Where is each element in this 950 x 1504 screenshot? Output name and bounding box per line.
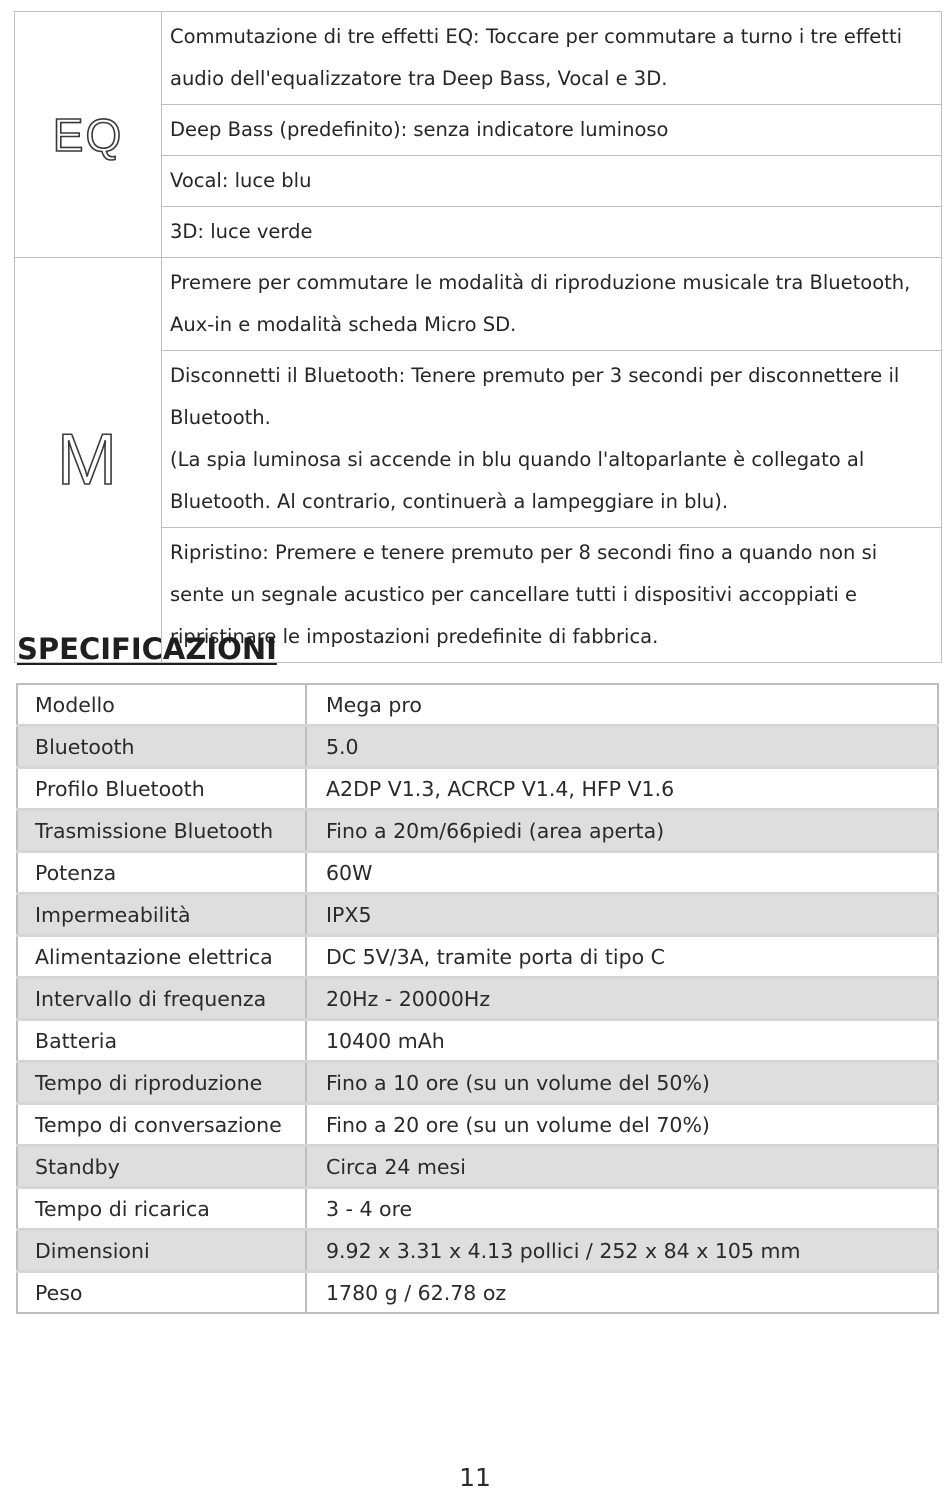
spec-row <box>17 1062 938 1104</box>
eq-row <box>15 12 942 105</box>
spec-row <box>17 1272 938 1314</box>
spec-value: 5.0 <box>306 726 938 768</box>
spec-label: Impermeabilità <box>17 894 306 936</box>
spec-label: Tempo di conversazione <box>17 1104 306 1146</box>
spec-label: Peso <box>17 1272 306 1314</box>
spec-row <box>17 978 938 1020</box>
spec-row <box>17 1020 938 1062</box>
spec-label: Alimentazione elettrica <box>17 936 306 978</box>
eq-deep-bass: Deep Bass (predefinito): senza indicatore luminoso <box>162 105 942 156</box>
spec-row <box>17 1230 938 1272</box>
spec-value: Mega pro <box>306 684 938 726</box>
spec-label: Potenza <box>17 852 306 894</box>
spec-row <box>17 1188 938 1230</box>
specs-heading: SPECIFICAZIONI <box>17 632 277 666</box>
spec-label: Standby <box>17 1146 306 1188</box>
spec-label: Batteria <box>17 1020 306 1062</box>
spec-value: Fino a 20m/66piedi (area aperta) <box>306 810 938 852</box>
spec-label: Tempo di ricarica <box>17 1188 306 1230</box>
eq-3d: 3D: luce verde <box>162 207 942 258</box>
eq-button-icon: EQ <box>52 108 124 161</box>
spec-row <box>17 936 938 978</box>
eq-description: Commutazione di tre effetti EQ: Toccare per commutare a turno i tre effetti audio dell'equalizzatore tra Deep Bass, Vocal e 3D. <box>162 12 942 105</box>
spec-value: DC 5V/3A, tramite porta di tipo C <box>306 936 938 978</box>
mode-disconnect-note: (La spia luminosa si accende in blu quando l'altoparlante è collegato al Bluetooth. Al contrario, continuerà a lampeggiare in blu). <box>170 448 865 513</box>
spec-row <box>17 1104 938 1146</box>
spec-label: Bluetooth <box>17 726 306 768</box>
spec-value: IPX5 <box>306 894 938 936</box>
spec-label: Intervallo di frequenza <box>17 978 306 1020</box>
spec-row <box>17 768 938 810</box>
mode-row <box>15 258 942 351</box>
spec-value: Circa 24 mesi <box>306 1146 938 1188</box>
controls-table <box>14 11 942 663</box>
spec-value: 60W <box>306 852 938 894</box>
spec-value: 10400 mAh <box>306 1020 938 1062</box>
eq-vocal: Vocal: luce blu <box>162 156 942 207</box>
spec-row <box>17 810 938 852</box>
eq-icon-cell <box>15 12 162 258</box>
spec-value: Fino a 20 ore (su un volume del 70%) <box>306 1104 938 1146</box>
spec-value: Fino a 10 ore (su un volume del 50%) <box>306 1062 938 1104</box>
spec-label: Modello <box>17 684 306 726</box>
spec-row <box>17 894 938 936</box>
spec-label: Dimensioni <box>17 1230 306 1272</box>
spec-value: 20Hz - 20000Hz <box>306 978 938 1020</box>
spec-value: 3 - 4 ore <box>306 1188 938 1230</box>
spec-row <box>17 684 938 726</box>
spec-label: Trasmissione Bluetooth <box>17 810 306 852</box>
mode-description: Premere per commutare le modalità di riproduzione musicale tra Bluetooth, Aux-in e modalità scheda Micro SD. <box>162 258 942 351</box>
specs-table <box>16 683 939 1314</box>
spec-label: Profilo Bluetooth <box>17 768 306 810</box>
spec-label: Tempo di riproduzione <box>17 1062 306 1104</box>
mode-disconnect <box>162 351 942 528</box>
mode-reset: Ripristino: Premere e tenere premuto per 8 secondi fino a quando non si sente un segnale acustico per cancellare tutti i dispositivi accoppiati e ripristinare le impostazioni predefinite di fabbrica. <box>162 528 942 663</box>
spec-row <box>17 726 938 768</box>
mode-disconnect-text: Disconnetti il Bluetooth: Tenere premuto per 3 secondi per disconnettere il Bluetooth. <box>170 364 900 429</box>
mode-icon-cell <box>15 258 162 663</box>
spec-value: 9.92 x 3.31 x 4.13 pollici / 252 x 84 x 105 mm <box>306 1230 938 1272</box>
page-number: 11 <box>459 1463 491 1492</box>
spec-row <box>17 1146 938 1188</box>
spec-value: 1780 g / 62.78 oz <box>306 1272 938 1314</box>
mode-button-icon: M <box>57 420 119 500</box>
spec-value: A2DP V1.3, ACRCP V1.4, HFP V1.6 <box>306 768 938 810</box>
spec-row <box>17 852 938 894</box>
